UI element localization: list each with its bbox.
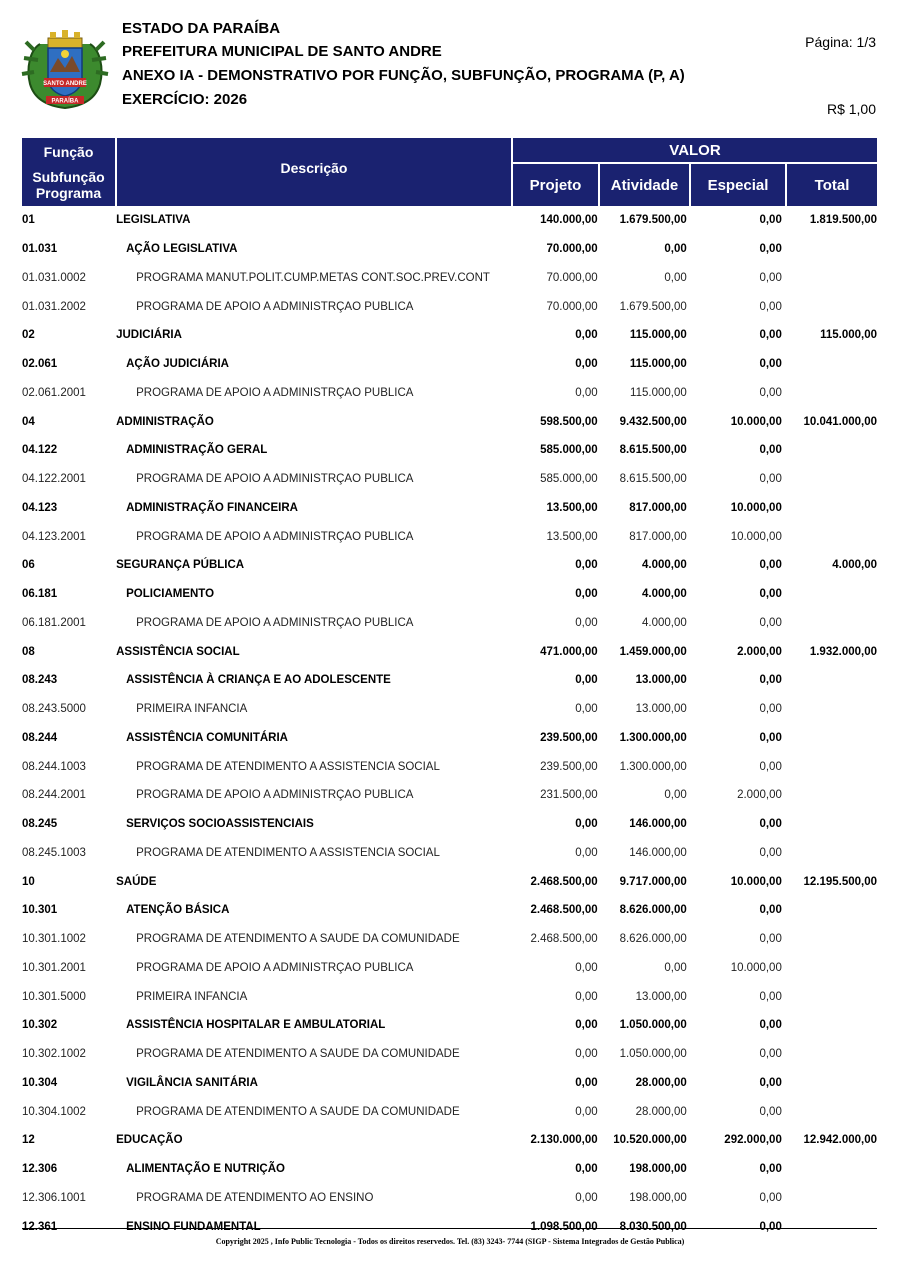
projeto-value: 0,00 bbox=[575, 1191, 598, 1204]
atividade-value: 28.000,00 bbox=[635, 1076, 687, 1089]
subfuncao-row bbox=[22, 1011, 877, 1040]
description-cell: PRIMEIRA INFANCIA bbox=[136, 990, 248, 1003]
header-funcao: Função bbox=[22, 138, 115, 163]
subfuncao-row bbox=[22, 235, 877, 264]
especial-value: 0,00 bbox=[759, 731, 782, 744]
funcao-row bbox=[22, 867, 877, 896]
atividade-value: 817.000,00 bbox=[629, 530, 687, 543]
total-value bbox=[782, 494, 877, 523]
especial-value: 292.000,00 bbox=[724, 1134, 782, 1147]
subfuncao-row bbox=[22, 896, 877, 925]
description-cell: PROGRAMA DE APOIO A ADMINISTRÇAO PUBLICA bbox=[136, 300, 414, 313]
projeto-value: 1.098.500,00 bbox=[530, 1220, 598, 1233]
total-value bbox=[782, 264, 877, 293]
total-value bbox=[782, 1069, 877, 1098]
projeto-value: 13.500,00 bbox=[546, 530, 598, 543]
especial-value: 0,00 bbox=[759, 616, 782, 629]
total-value bbox=[782, 379, 877, 408]
atividade-value: 8.615.500,00 bbox=[619, 473, 687, 486]
description-cell: ENSINO FUNDAMENTAL bbox=[126, 1220, 261, 1233]
projeto-value: 0,00 bbox=[575, 386, 598, 399]
page-number: Página: 1/3 bbox=[805, 34, 876, 50]
projeto-value: 140.000,00 bbox=[540, 214, 598, 227]
projeto-value: 0,00 bbox=[575, 818, 598, 831]
total-value bbox=[782, 810, 877, 839]
total-value bbox=[782, 292, 877, 321]
total-value bbox=[782, 896, 877, 925]
projeto-value: 0,00 bbox=[575, 1105, 598, 1118]
programa-row bbox=[22, 1097, 877, 1126]
especial-value: 0,00 bbox=[759, 358, 782, 371]
code-cell: 06.181.2001 bbox=[22, 616, 86, 629]
projeto-value: 0,00 bbox=[575, 1048, 598, 1061]
total-value bbox=[782, 436, 877, 465]
funcao-row bbox=[22, 407, 877, 436]
total-value: 1.819.500,00 bbox=[809, 214, 877, 227]
total-value bbox=[782, 1011, 877, 1040]
especial-value: 0,00 bbox=[759, 1163, 782, 1176]
projeto-value: 585.000,00 bbox=[540, 444, 598, 457]
code-cell: 12.361 bbox=[22, 1220, 58, 1233]
projeto-value: 2.468.500,00 bbox=[530, 933, 598, 946]
funcao-row bbox=[22, 1126, 877, 1155]
projeto-value: 0,00 bbox=[575, 588, 598, 601]
description-cell: ASSISTÊNCIA SOCIAL bbox=[116, 645, 240, 658]
programa-row bbox=[22, 522, 877, 551]
description-cell: ASSISTÊNCIA HOSPITALAR E AMBULATORIAL bbox=[126, 1019, 386, 1032]
code-cell: 10.301.2001 bbox=[22, 961, 86, 974]
description-cell: ATENÇÃO BÁSICA bbox=[126, 904, 230, 917]
code-cell: 10.301.5000 bbox=[22, 990, 86, 1003]
projeto-value: 0,00 bbox=[575, 1163, 598, 1176]
description-cell: SAÚDE bbox=[116, 875, 157, 888]
svg-text:PARAÍBA: PARAÍBA bbox=[51, 98, 79, 105]
especial-value: 0,00 bbox=[759, 271, 782, 284]
atividade-value: 115.000,00 bbox=[630, 386, 687, 399]
description-cell: ADMINISTRAÇÃO bbox=[116, 415, 214, 428]
projeto-value: 0,00 bbox=[575, 990, 598, 1003]
programa-row bbox=[22, 954, 877, 983]
programa-row bbox=[22, 1184, 877, 1213]
especial-value: 0,00 bbox=[759, 473, 782, 486]
footer-divider bbox=[22, 1228, 877, 1229]
description-cell: PROGRAMA MANUT.POLIT.CUMP.METAS CONT.SOC.PREV.CONT bbox=[136, 271, 490, 284]
description-cell: SERVIÇOS SOCIOASSISTENCIAIS bbox=[126, 818, 314, 831]
subfuncao-row bbox=[22, 1155, 877, 1184]
atividade-value: 0,00 bbox=[664, 243, 687, 256]
municipality-name: PREFEITURA MUNICIPAL DE SANTO ANDRE bbox=[122, 43, 442, 60]
total-value bbox=[782, 839, 877, 868]
description-cell: PROGRAMA DE APOIO A ADMINISTRÇAO PUBLICA bbox=[136, 961, 414, 974]
code-cell: 10.304.1002 bbox=[22, 1105, 86, 1118]
code-cell: 08.245 bbox=[22, 818, 58, 831]
code-cell: 04 bbox=[22, 415, 35, 428]
total-value bbox=[782, 580, 877, 609]
subfuncao-row bbox=[22, 810, 877, 839]
especial-value: 2.000,00 bbox=[737, 789, 782, 802]
code-cell: 10.301 bbox=[22, 904, 58, 917]
code-cell: 10.302.1002 bbox=[22, 1048, 86, 1061]
atividade-value: 146.000,00 bbox=[629, 818, 687, 831]
atividade-value: 8.626.000,00 bbox=[619, 933, 687, 946]
header-valor: VALOR bbox=[513, 138, 877, 162]
especial-value: 0,00 bbox=[759, 444, 782, 457]
atividade-value: 1.050.000,00 bbox=[619, 1048, 687, 1061]
especial-value: 0,00 bbox=[759, 588, 782, 601]
description-cell: SEGURANÇA PÚBLICA bbox=[116, 559, 245, 572]
programa-row bbox=[22, 264, 877, 293]
total-value bbox=[782, 235, 877, 264]
subfuncao-row bbox=[22, 666, 877, 695]
atividade-value: 0,00 bbox=[664, 789, 687, 802]
description-cell: ALIMENTAÇÃO E NUTRIÇÃO bbox=[126, 1163, 285, 1176]
especial-value: 0,00 bbox=[759, 933, 782, 946]
total-value bbox=[782, 350, 877, 379]
especial-value: 0,00 bbox=[759, 846, 782, 859]
funcao-row bbox=[22, 206, 877, 235]
total-value: 10.041.000,00 bbox=[803, 415, 877, 428]
atividade-value: 1.679.500,00 bbox=[619, 300, 687, 313]
total-value bbox=[782, 1097, 877, 1126]
especial-value: 0,00 bbox=[759, 674, 782, 687]
total-value bbox=[782, 752, 877, 781]
projeto-value: 0,00 bbox=[575, 616, 598, 629]
header-subfuncao-programa: Subfunção Programa bbox=[22, 163, 115, 206]
atividade-value: 4.000,00 bbox=[641, 588, 687, 601]
projeto-value: 598.500,00 bbox=[540, 415, 598, 428]
description-cell: PRIMEIRA INFANCIA bbox=[136, 703, 248, 716]
description-cell: PROGRAMA DE ATENDIMENTO A SAUDE DA COMUNIDADE bbox=[136, 1105, 460, 1118]
projeto-value: 471.000,00 bbox=[540, 645, 598, 658]
atividade-value: 8.030.500,00 bbox=[619, 1220, 687, 1233]
budget-table bbox=[22, 206, 877, 1241]
header-atividade: Atividade bbox=[600, 164, 689, 206]
header-descricao: Descrição bbox=[117, 138, 511, 206]
total-value bbox=[782, 666, 877, 695]
description-cell: PROGRAMA DE APOIO A ADMINISTRÇAO PUBLICA bbox=[136, 616, 414, 629]
code-cell: 01 bbox=[22, 214, 35, 227]
atividade-value: 13.000,00 bbox=[635, 703, 687, 716]
svg-text:SANTO ANDRE: SANTO ANDRE bbox=[43, 81, 87, 87]
code-cell: 12.306 bbox=[22, 1163, 58, 1176]
programa-row bbox=[22, 982, 877, 1011]
subfuncao-row bbox=[22, 580, 877, 609]
atividade-value: 1.679.500,00 bbox=[619, 214, 687, 227]
atividade-value: 1.459.000,00 bbox=[619, 645, 687, 658]
atividade-value: 1.050.000,00 bbox=[619, 1019, 687, 1032]
description-cell: PROGRAMA DE ATENDIMENTO AO ENSINO bbox=[136, 1191, 374, 1204]
atividade-value: 8.615.500,00 bbox=[619, 444, 687, 457]
code-cell: 01.031 bbox=[22, 243, 58, 256]
description-cell: AÇÃO LEGISLATIVA bbox=[126, 243, 238, 256]
code-cell: 04.122.2001 bbox=[22, 473, 86, 486]
subfuncao-row bbox=[22, 1069, 877, 1098]
projeto-value: 239.500,00 bbox=[540, 760, 598, 773]
especial-value: 0,00 bbox=[759, 1191, 782, 1204]
especial-value: 0,00 bbox=[759, 818, 782, 831]
atividade-value: 13.000,00 bbox=[635, 674, 687, 687]
programa-row bbox=[22, 292, 877, 321]
subfuncao-row bbox=[22, 724, 877, 753]
atividade-value: 1.300.000,00 bbox=[619, 731, 687, 744]
description-cell: PROGRAMA DE APOIO A ADMINISTRÇAO PUBLICA bbox=[136, 473, 414, 486]
especial-value: 0,00 bbox=[759, 329, 782, 342]
total-value: 4.000,00 bbox=[832, 559, 877, 572]
code-cell: 08 bbox=[22, 645, 35, 658]
projeto-value: 2.130.000,00 bbox=[530, 1134, 598, 1147]
especial-value: 0,00 bbox=[759, 1220, 782, 1233]
projeto-value: 0,00 bbox=[575, 329, 598, 342]
total-value bbox=[782, 982, 877, 1011]
state-name: ESTADO DA PARAÍBA bbox=[122, 20, 281, 37]
programa-row bbox=[22, 781, 877, 810]
programa-row bbox=[22, 925, 877, 954]
atividade-value: 9.717.000,00 bbox=[619, 875, 687, 888]
total-value bbox=[782, 465, 877, 494]
especial-value: 0,00 bbox=[759, 990, 782, 1003]
total-value bbox=[782, 609, 877, 638]
projeto-value: 0,00 bbox=[575, 559, 598, 572]
projeto-value: 70.000,00 bbox=[546, 271, 598, 284]
description-cell: LEGISLATIVA bbox=[116, 214, 191, 227]
code-cell: 10 bbox=[22, 875, 35, 888]
code-cell: 02.061.2001 bbox=[22, 386, 86, 399]
description-cell: AÇÃO JUDICIÁRIA bbox=[126, 358, 229, 371]
atividade-value: 115.000,00 bbox=[629, 329, 687, 342]
code-cell: 08.245.1003 bbox=[22, 846, 86, 859]
description-cell: PROGRAMA DE ATENDIMENTO A ASSISTENCIA SOCIAL bbox=[136, 760, 440, 773]
atividade-value: 4.000,00 bbox=[641, 616, 687, 629]
funcao-row bbox=[22, 637, 877, 666]
table-header bbox=[22, 138, 877, 206]
code-cell: 10.301.1002 bbox=[22, 933, 86, 946]
especial-value: 0,00 bbox=[759, 300, 782, 313]
projeto-value: 585.000,00 bbox=[540, 473, 598, 486]
code-cell: 10.304 bbox=[22, 1076, 58, 1089]
total-value bbox=[782, 1184, 877, 1213]
atividade-value: 9.432.500,00 bbox=[619, 415, 687, 428]
projeto-value: 231.500,00 bbox=[540, 789, 598, 802]
funcao-row bbox=[22, 551, 877, 580]
projeto-value: 13.500,00 bbox=[546, 501, 598, 514]
especial-value: 10.000,00 bbox=[730, 875, 782, 888]
atividade-value: 146.000,00 bbox=[629, 846, 687, 859]
projeto-value: 2.468.500,00 bbox=[530, 904, 598, 917]
code-cell: 08.244 bbox=[22, 731, 58, 744]
projeto-value: 0,00 bbox=[575, 961, 598, 974]
especial-value: 0,00 bbox=[759, 386, 782, 399]
code-cell: 10.302 bbox=[22, 1019, 58, 1032]
report-title: ANEXO IA - DEMONSTRATIVO POR FUNÇÃO, SUBFUNÇÃO, PROGRAMA (P, A) bbox=[122, 67, 685, 84]
especial-value: 0,00 bbox=[759, 1019, 782, 1032]
atividade-value: 198.000,00 bbox=[629, 1163, 687, 1176]
programa-row bbox=[22, 465, 877, 494]
especial-value: 0,00 bbox=[759, 703, 782, 716]
atividade-value: 10.520.000,00 bbox=[613, 1134, 687, 1147]
code-cell: 12 bbox=[22, 1134, 35, 1147]
description-cell: ASSISTÊNCIA À CRIANÇA E AO ADOLESCENTE bbox=[126, 674, 391, 687]
header-total: Total bbox=[787, 164, 877, 206]
code-cell: 01.031.0002 bbox=[22, 271, 86, 284]
subfuncao-row bbox=[22, 436, 877, 465]
description-cell: PROGRAMA DE ATENDIMENTO A SAUDE DA COMUNIDADE bbox=[136, 933, 460, 946]
description-cell: PROGRAMA DE APOIO A ADMINISTRÇAO PUBLICA bbox=[136, 530, 414, 543]
projeto-value: 0,00 bbox=[575, 1019, 598, 1032]
total-value bbox=[782, 522, 877, 551]
code-cell: 02.061 bbox=[22, 358, 58, 371]
atividade-value: 0,00 bbox=[664, 271, 687, 284]
atividade-value: 8.626.000,00 bbox=[619, 904, 687, 917]
code-cell: 04.123.2001 bbox=[22, 530, 86, 543]
description-cell: PROGRAMA DE ATENDIMENTO A ASSISTENCIA SOCIAL bbox=[136, 846, 440, 859]
especial-value: 10.000,00 bbox=[730, 501, 782, 514]
projeto-value: 0,00 bbox=[575, 703, 598, 716]
subfuncao-row bbox=[22, 350, 877, 379]
currency-unit: R$ 1,00 bbox=[826, 101, 876, 117]
header-especial: Especial bbox=[691, 164, 785, 206]
programa-row bbox=[22, 752, 877, 781]
code-cell: 01.031.2002 bbox=[22, 300, 86, 313]
atividade-value: 1.300.000,00 bbox=[619, 760, 687, 773]
especial-value: 10.000,00 bbox=[730, 961, 782, 974]
projeto-value: 0,00 bbox=[575, 846, 598, 859]
especial-value: 0,00 bbox=[759, 1105, 782, 1118]
projeto-value: 239.500,00 bbox=[540, 731, 598, 744]
code-cell: 08.243 bbox=[22, 674, 58, 687]
atividade-value: 13.000,00 bbox=[635, 990, 687, 1003]
description-cell: PROGRAMA DE APOIO A ADMINISTRÇAO PUBLICA bbox=[136, 386, 414, 399]
atividade-value: 817.000,00 bbox=[629, 501, 687, 514]
especial-value: 0,00 bbox=[759, 243, 782, 256]
especial-value: 0,00 bbox=[759, 760, 782, 773]
total-value bbox=[782, 925, 877, 954]
description-cell: JUDICIÁRIA bbox=[116, 329, 182, 342]
programa-row bbox=[22, 1040, 877, 1069]
especial-value: 10.000,00 bbox=[730, 530, 782, 543]
total-value bbox=[782, 1155, 877, 1184]
description-cell: VIGILÂNCIA SANITÁRIA bbox=[126, 1076, 258, 1089]
description-cell: PROGRAMA DE ATENDIMENTO A SAUDE DA COMUNIDADE bbox=[136, 1048, 460, 1061]
total-value bbox=[782, 695, 877, 724]
projeto-value: 0,00 bbox=[575, 358, 598, 371]
description-cell: ADMINISTRAÇÃO GERAL bbox=[126, 444, 268, 457]
funcao-row bbox=[22, 321, 877, 350]
especial-value: 0,00 bbox=[759, 214, 782, 227]
municipal-coat-of-arms bbox=[20, 20, 110, 112]
atividade-value: 115.000,00 bbox=[629, 358, 687, 371]
description-cell: EDUCAÇÃO bbox=[116, 1134, 183, 1147]
code-cell: 08.243.5000 bbox=[22, 703, 86, 716]
atividade-value: 0,00 bbox=[664, 961, 687, 974]
especial-value: 2.000,00 bbox=[737, 645, 782, 658]
projeto-value: 2.468.500,00 bbox=[530, 875, 598, 888]
total-value bbox=[782, 954, 877, 983]
atividade-value: 28.000,00 bbox=[635, 1105, 687, 1118]
total-value: 12.942.000,00 bbox=[803, 1134, 877, 1147]
description-cell: ASSISTÊNCIA COMUNITÁRIA bbox=[126, 731, 288, 744]
programa-row bbox=[22, 695, 877, 724]
programa-row bbox=[22, 609, 877, 638]
code-cell: 06 bbox=[22, 559, 35, 572]
especial-value: 0,00 bbox=[759, 1076, 782, 1089]
total-value bbox=[782, 781, 877, 810]
atividade-value: 4.000,00 bbox=[641, 559, 687, 572]
especial-value: 10.000,00 bbox=[730, 415, 782, 428]
code-cell: 04.122 bbox=[22, 444, 58, 457]
projeto-value: 0,00 bbox=[575, 1076, 598, 1089]
code-cell: 08.244.1003 bbox=[22, 760, 86, 773]
total-value: 12.195.500,00 bbox=[803, 875, 877, 888]
description-cell: PROGRAMA DE APOIO A ADMINISTRÇAO PUBLICA bbox=[136, 789, 414, 802]
total-value: 115.000,00 bbox=[820, 329, 877, 342]
subfuncao-row bbox=[22, 494, 877, 523]
code-cell: 06.181 bbox=[22, 588, 58, 601]
projeto-value: 70.000,00 bbox=[546, 300, 598, 313]
code-cell: 08.244.2001 bbox=[22, 789, 86, 802]
description-cell: POLICIAMENTO bbox=[126, 588, 215, 601]
exercise-year: EXERCÍCIO: 2026 bbox=[122, 91, 248, 108]
programa-row bbox=[22, 379, 877, 408]
programa-row bbox=[22, 839, 877, 868]
especial-value: 0,00 bbox=[759, 1048, 782, 1061]
code-cell: 04.123 bbox=[22, 501, 58, 514]
total-value bbox=[782, 1040, 877, 1069]
projeto-value: 70.000,00 bbox=[546, 243, 598, 256]
header-projeto: Projeto bbox=[513, 164, 598, 206]
atividade-value: 198.000,00 bbox=[629, 1191, 687, 1204]
copyright-footer: Copyright 2025 , Info Public Tecnologia - Todos os direitos reservedos. Tel. (83) 3243- 7744 (SIGP - Sistema Integrados de Gestão Publica) bbox=[215, 1237, 685, 1246]
projeto-value: 0,00 bbox=[575, 674, 598, 687]
code-cell: 12.306.1001 bbox=[22, 1191, 86, 1204]
especial-value: 0,00 bbox=[759, 559, 782, 572]
especial-value: 0,00 bbox=[759, 904, 782, 917]
code-cell: 02 bbox=[22, 329, 35, 342]
total-value: 1.932.000,00 bbox=[809, 645, 877, 658]
description-cell: ADMINISTRAÇÃO FINANCEIRA bbox=[126, 501, 298, 514]
total-value bbox=[782, 724, 877, 753]
